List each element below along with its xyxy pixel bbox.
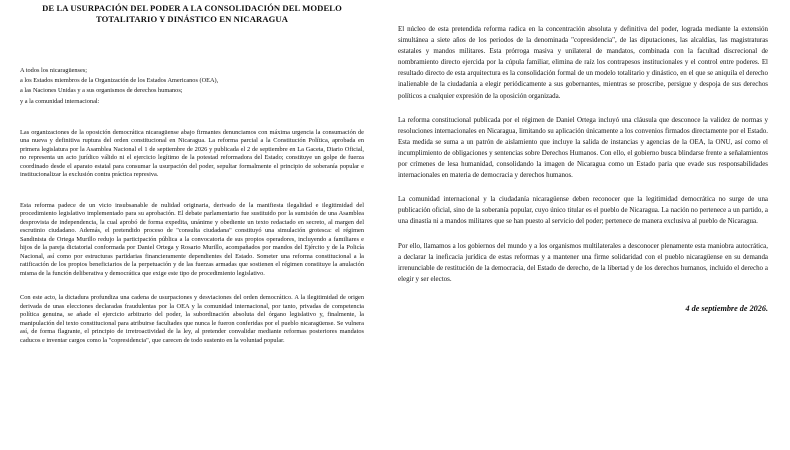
- left-column: [20, 0, 364, 345]
- body-paragraph: El núcleo de esta pretendida reforma radica en la concentración absoluta y definitiva del poder, lograda mediante la extensión simultánea a siete años de los periodos de la denominada "copresidencia", de las diputaciones, las alcaldías, las magistraturas estatales y mandos militares. Esta prórroga masiva y unilateral de mandatos, combinada con la facultad discrecional de nombramiento directo ejercida por la cúpula familiar, elimina de raíz los contrapesos institucionales y el control entre poderes. El resultado directo de esta arquitectura es la consolidación formal de un modelo totalitario y dinástico, en el que se aniquila el derecho inalienable de la ciudadanía a elegir periódicamente a sus gobernantes, mientras se proscribe, persigue y despoja de sus derechos políticos a cualquier expresión de la oposición organizada.: [398, 25, 768, 100]
- body-paragraph: La reforma constitucional publicada por el régimen de Daniel Ortega incluyó una cláusula que desconoce la validez de normas y resoluciones internacionales en Nicaragua, limitando su aplicación únicamente a los convenios firmados directamente por el Estado. Esta medida se suma a un patrón de aislamiento que incluye la salida de instancias y agencias de la OEA, la ONU, así como el incumplimiento de obligaciones y sentencias sobre Derechos Humanos. Con ello, el gobierno busca blindarse frente a señalamientos por crímenes de lesa humanidad, consolidando la imagen de Nicaragua como un Estado paria que evade sus responsabilidades internacionales en materia de democracia y derechos humanos.: [398, 115, 768, 180]
- body-paragraph: Con este acto, la dictadura profundiza una cadena de usurpaciones y desviaciones del orden democrático. A la ilegitimidad de origen derivada de unas elecciones declaradas fraudulentas por la OEA y la comunidad internacional, por tanto, privadas de competencia política genuina, se añade el ejercicio arbitrario del poder, la subordinación absoluta del órgano legislativo y, finalmente, la manipulación del texto constitucional para atribuirse facultades que nunca le fueron conferidas por el pueblo nicaragüense. Se vulnera así, de forma flagrante, el principio de irretroactividad de la ley, al pretender convalidar mediante reformas posteriores mandatos caducos e inventar cargos como la "copresidencia", que carecen de todo sustento en la voluntad popular.: [20, 294, 364, 344]
- document-title: DE LA USURPACIÓN DEL PODER A LA CONSOLIDACIÓN DEL MODELO TOTALITARIO Y DINÁSTICO EN NICARAGUA: [42, 3, 342, 24]
- body-paragraph: Por ello, llamamos a los gobiernos del mundo y a los organismos multilaterales a desconocer plenamente esta maniobra autocrática, a declarar la ineficacia jurídica de estas reformas y a mantener una firme solidaridad con el pueblo nicaragüense en su demanda irrenunciable de restitución de la democracia, del Estado de derecho, de la libertad y de los derechos humanos, incluido el derecho a elegir y ser electos.: [398, 241, 768, 283]
- addressee-line: A todos los nicaragüenses;: [20, 67, 87, 74]
- addressee-block: [20, 66, 364, 107]
- body-paragraph: Las organizaciones de la oposición democrática nicaragüense abajo firmantes denunciamos con máxima urgencia la consumación de una nueva y definitiva ruptura del orden constitucional en Nicaragua. La reforma parcial a la Constitución Política, aprobada en primera legislatura por la Asamblea Nacional el 1 de septiembre de 2026 y publicada el 2 de septiembre en La Gaceta, Diario Oficial, no representa un acto jurídico válido ni el ejercicio legítimo de la potestad reformadora del Estado; constituye un golpe de fuerza coordinado desde el aparato estatal para consumar la usurpación del poder, sepultar formalmente el principio de soberanía popular e institucionalizar la exclusión contra práctica represiva.: [20, 128, 364, 179]
- body-paragraph: La comunidad internacional y la ciudadanía nicaragüense deben reconocer que la legitimidad democrática no surge de una publicación oficial, sino de la soberanía popular, cuyo único titular es el pueblo de Nicaragua. La nación no pertenece a un partido, a una dinastía ni a mandos militares que se han puesto al servicio del poder; pertenece de manera exclusiva al pueblo de Nicaragua.: [398, 195, 768, 226]
- addressee-line: a los Estados miembros de la Organización de los Estados Americanos (OEA),: [20, 77, 219, 85]
- right-column: [398, 0, 768, 313]
- addressee-line: a las Naciones Unidas y a sus organismos de derechos humanos;: [20, 87, 183, 95]
- addressee-line: y a la comunidad internacional:: [20, 97, 100, 105]
- document-date: 4 de septiembre de 2026.: [685, 303, 768, 313]
- body-paragraph: Esta reforma padece de un vicio insubsanable de nulidad originaria, derivado de la manifiesta ilegalidad e ilegitimidad del procedimiento legislativo implementado para su aprobación. El debate parlamentario fue sustituido por la sumisión de una Asamblea desprovista de independencia, la cual aprobó de forma expedita, unánime y obediente un texto redactado en secreto, al margen del escrutinio ciudadano. Además, el pretendido proceso de "consulta ciudadana" constituyó una simulación grotesca: el régimen Sandinista de Ortega Murillo redujo la participación pública a la convocatoria de sus propios operadores, incluyendo a familiares e hijos de la pareja dictatorial conformada por Daniel Ortega y Rosario Murillo, acompañados por mandos del Ejército y de la Policía Nacional, así como por estructuras partidarias financieramente dependientes del Estado. Someter una reforma constitucional a la ratificación de los propios beneficiarios de la perpetuación y de las fuerzas armadas que sostienen el régimen constituye la anulación misma de la función deliberativa y democrática que exige este tipo de procedimiento legislativo.: [20, 201, 364, 277]
